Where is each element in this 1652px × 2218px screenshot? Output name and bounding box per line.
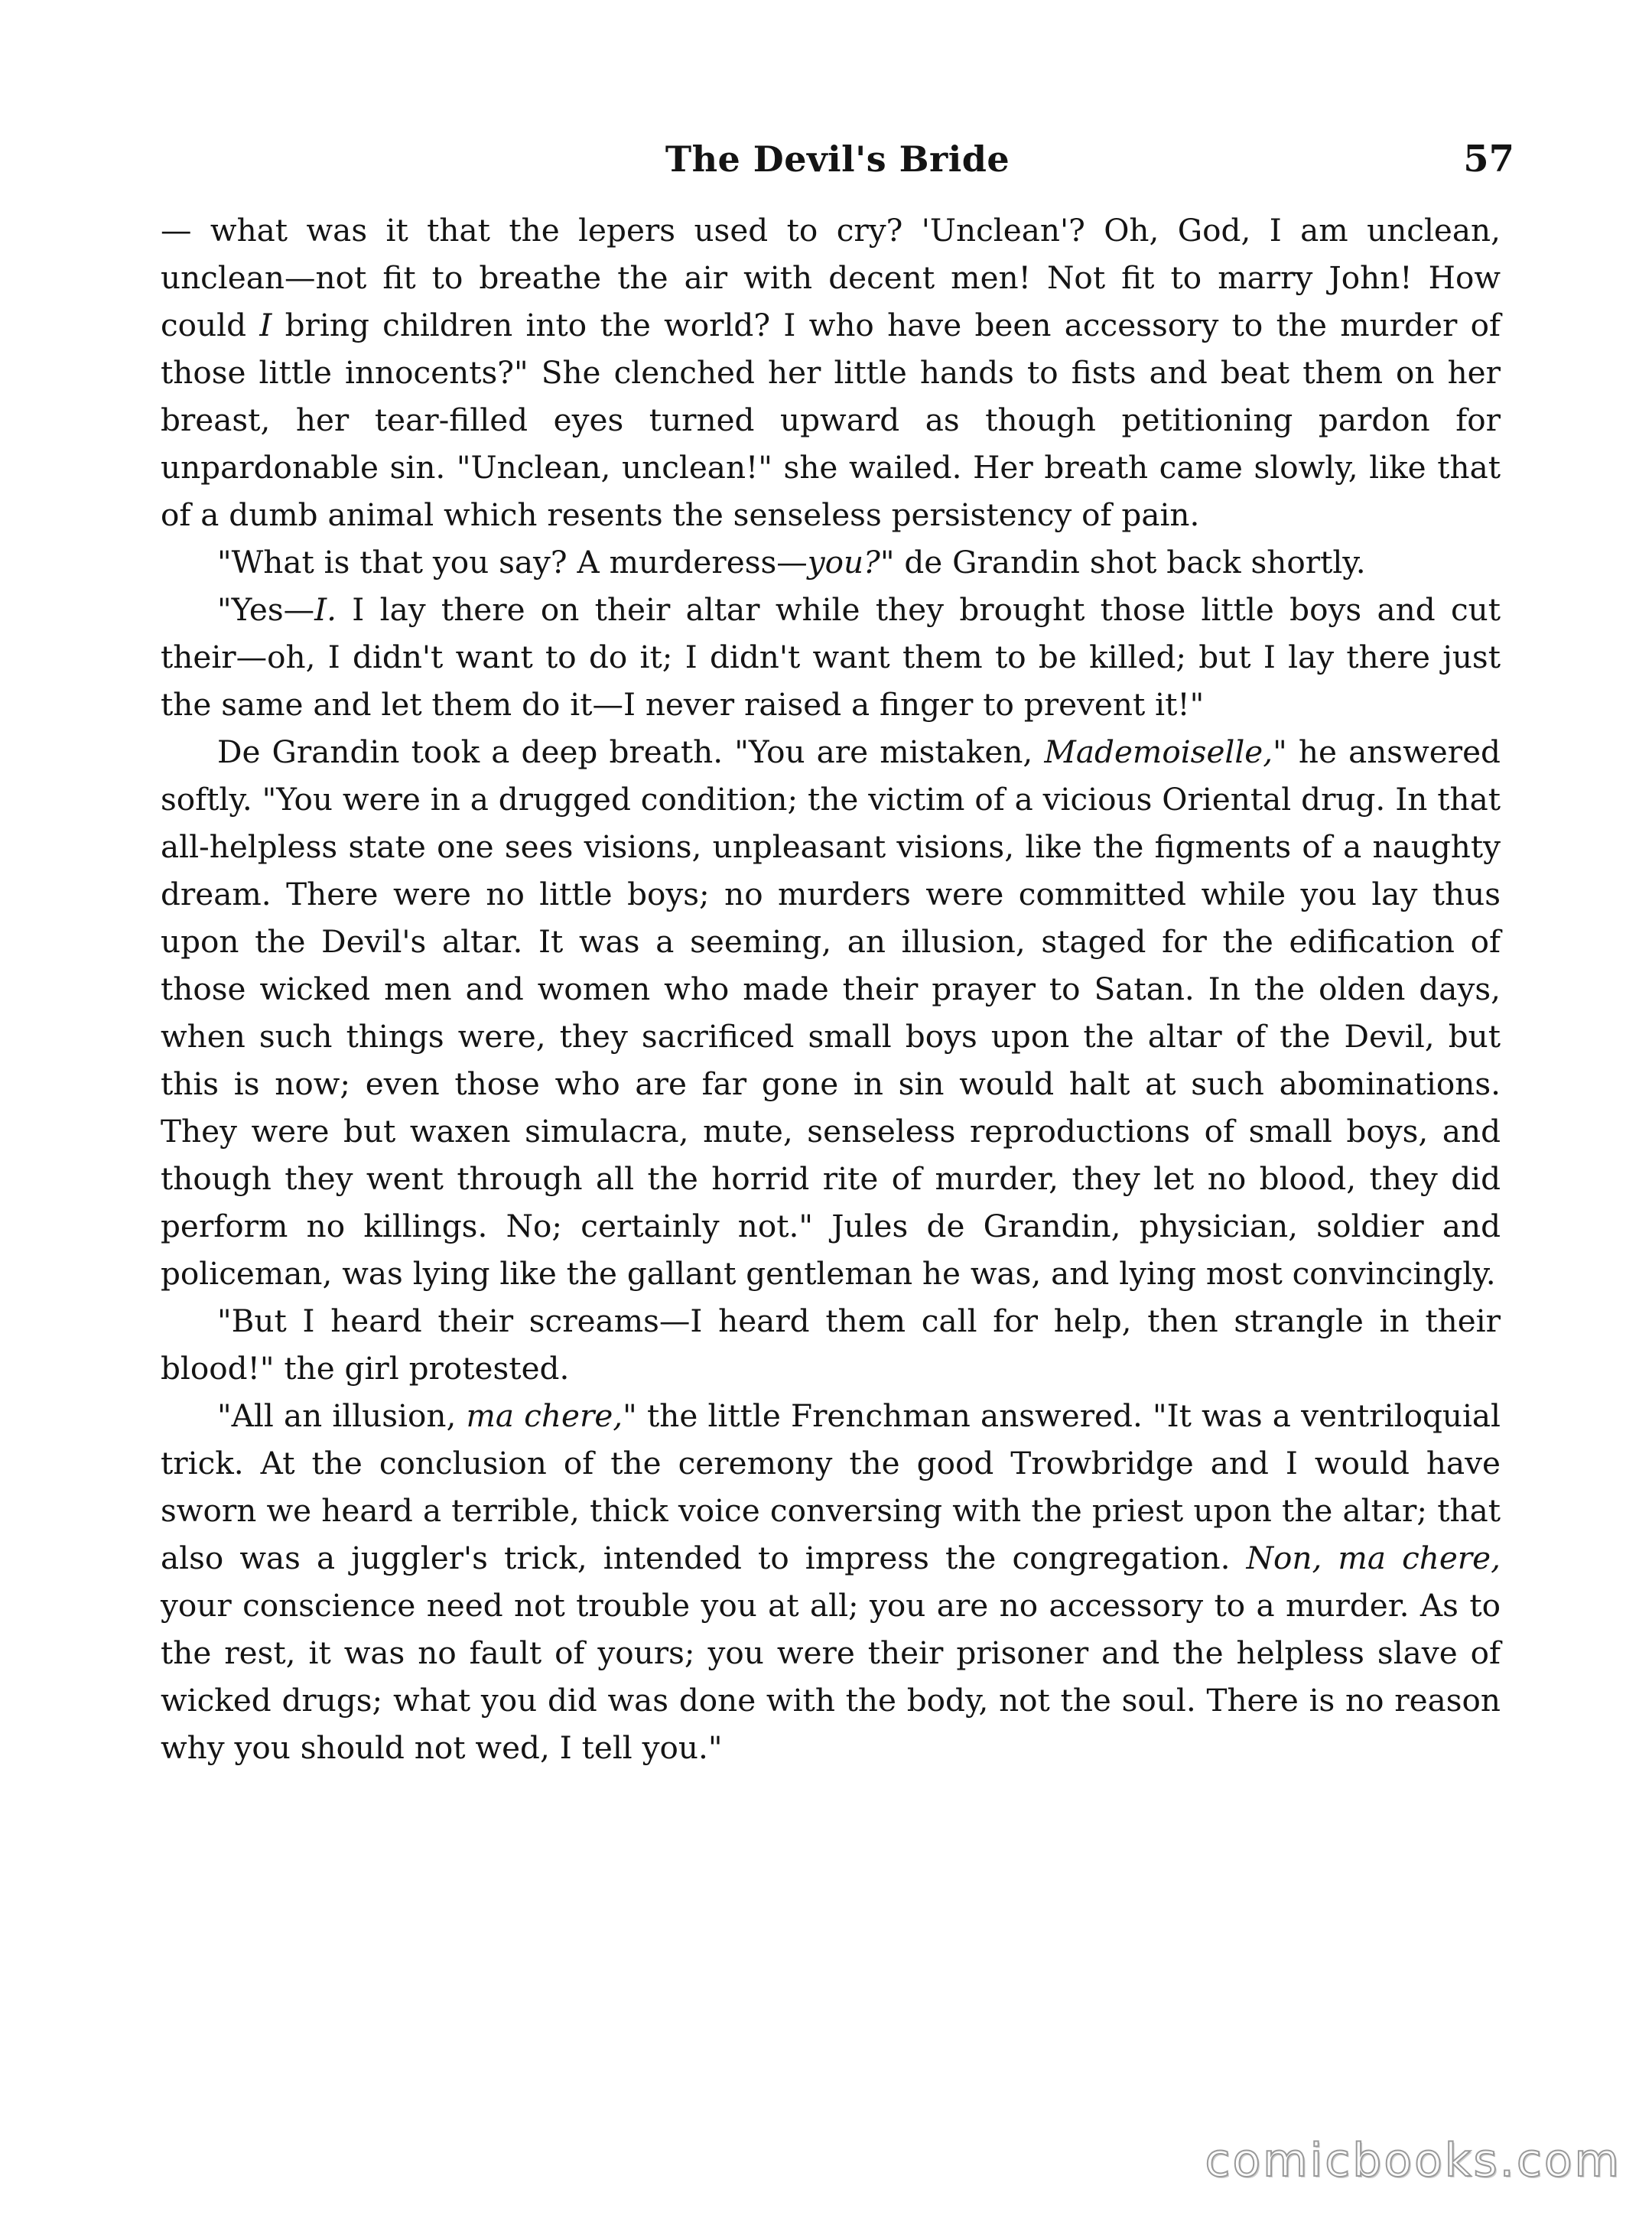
italic-run: I. — [314, 591, 337, 628]
paragraph-5 — [161, 1297, 1501, 1392]
italic-run: you? — [807, 544, 880, 581]
page-number: 57 — [1463, 138, 1514, 180]
body-text — [161, 207, 1501, 1771]
text-run: "Yes— — [217, 591, 315, 628]
site-watermark: comicbooks.com — [1205, 2134, 1621, 2187]
text-run: " he answered softly. "You were in a drugged condition; the victim of a vicious Oriental drug. In that all-helpless state one sees visions, unpleasant visions, like the figments of a naughty dream. There were no little boys; no murders were committed while you lay thus upon the Devil's altar. It was a seeming, an illusion, staged for the edification of those wicked men and women who made their prayer to Satan. In the olden days, when such things were, they sacrificed small boys upon the altar of the Devil, but this is now; even those who are far gone in sin would halt at such abominations. They were but waxen simulacra, mute, senseless reproductions of small boys, and though they went through all the horrid rite of murder, they let no blood, they did perform no killings. No; certainly not." Jules de Grandin, physician, soldier and policeman, was lying like the gallant gentleman he was, and lying most convincingly. — [161, 733, 1501, 1292]
running-header — [161, 128, 1514, 190]
text-run: — what was it that the lepers used to cry? 'Unclean'? Oh, God, I am unclean, unclean—not fit to breathe the air with decent men! Not fit to marry John! How could — [161, 212, 1501, 343]
italic-run: ma chere, — [466, 1397, 623, 1434]
text-run: De Grandin took a deep breath. "You are mistaken, — [217, 733, 1045, 770]
paragraph-4 — [161, 728, 1501, 1297]
italic-run: I — [259, 307, 272, 343]
text-run: bring children into the world? I who have been accessory to the murder of those little innocents?" She clenched her little hands to fists and beat them on her breast, her tear-filled eyes turned upward as though petitioning pardon for unpardonable sin. "Unclean, unclean!" she wailed. Her breath came slowly, like that of a dumb animal which resents the senseless persistency of pain. — [161, 307, 1501, 533]
running-title: The Devil's Bride — [665, 138, 1010, 180]
text-run: I lay there on their altar while they brought those little boys and cut their—oh, I didn't want to do it; I didn't want them to be killed; but I lay there just the same and let them do it—I never raised a finger to prevent it!" — [161, 591, 1501, 723]
text-run: "What is that you say? A murderess— — [217, 544, 808, 581]
paragraph-3 — [161, 586, 1501, 728]
italic-run: Mademoiselle, — [1044, 733, 1273, 770]
text-run: " de Grandin shot back shortly. — [880, 544, 1366, 581]
paragraph-6 — [161, 1392, 1501, 1771]
text-run: your conscience need not trouble you at all; you are no accessory to a murder. As to the rest, it was no fault of yours; you were their prisoner and the helpless slave of wicked drugs; what you did was done with the body, not the soul. There is no reason why you should not wed, I tell you." — [161, 1587, 1501, 1766]
paragraph-2 — [161, 538, 1501, 586]
text-run: "But I heard their screams—I heard them call for help, then strangle in their blood!" the girl protested. — [161, 1303, 1501, 1387]
paragraph-1 — [161, 207, 1501, 538]
italic-run: Non, ma chere, — [1246, 1540, 1501, 1576]
text-run: "All an illusion, — [217, 1397, 467, 1434]
text-run: " the little Frenchman answered. "It was a ventriloquial trick. At the conclusion of the ceremony the good Trowbridge and I would have sworn we heard a terrible, thick voice conversing with the priest upon the altar; that also was a juggler's trick, intended to impress the congregation. — [161, 1397, 1501, 1576]
